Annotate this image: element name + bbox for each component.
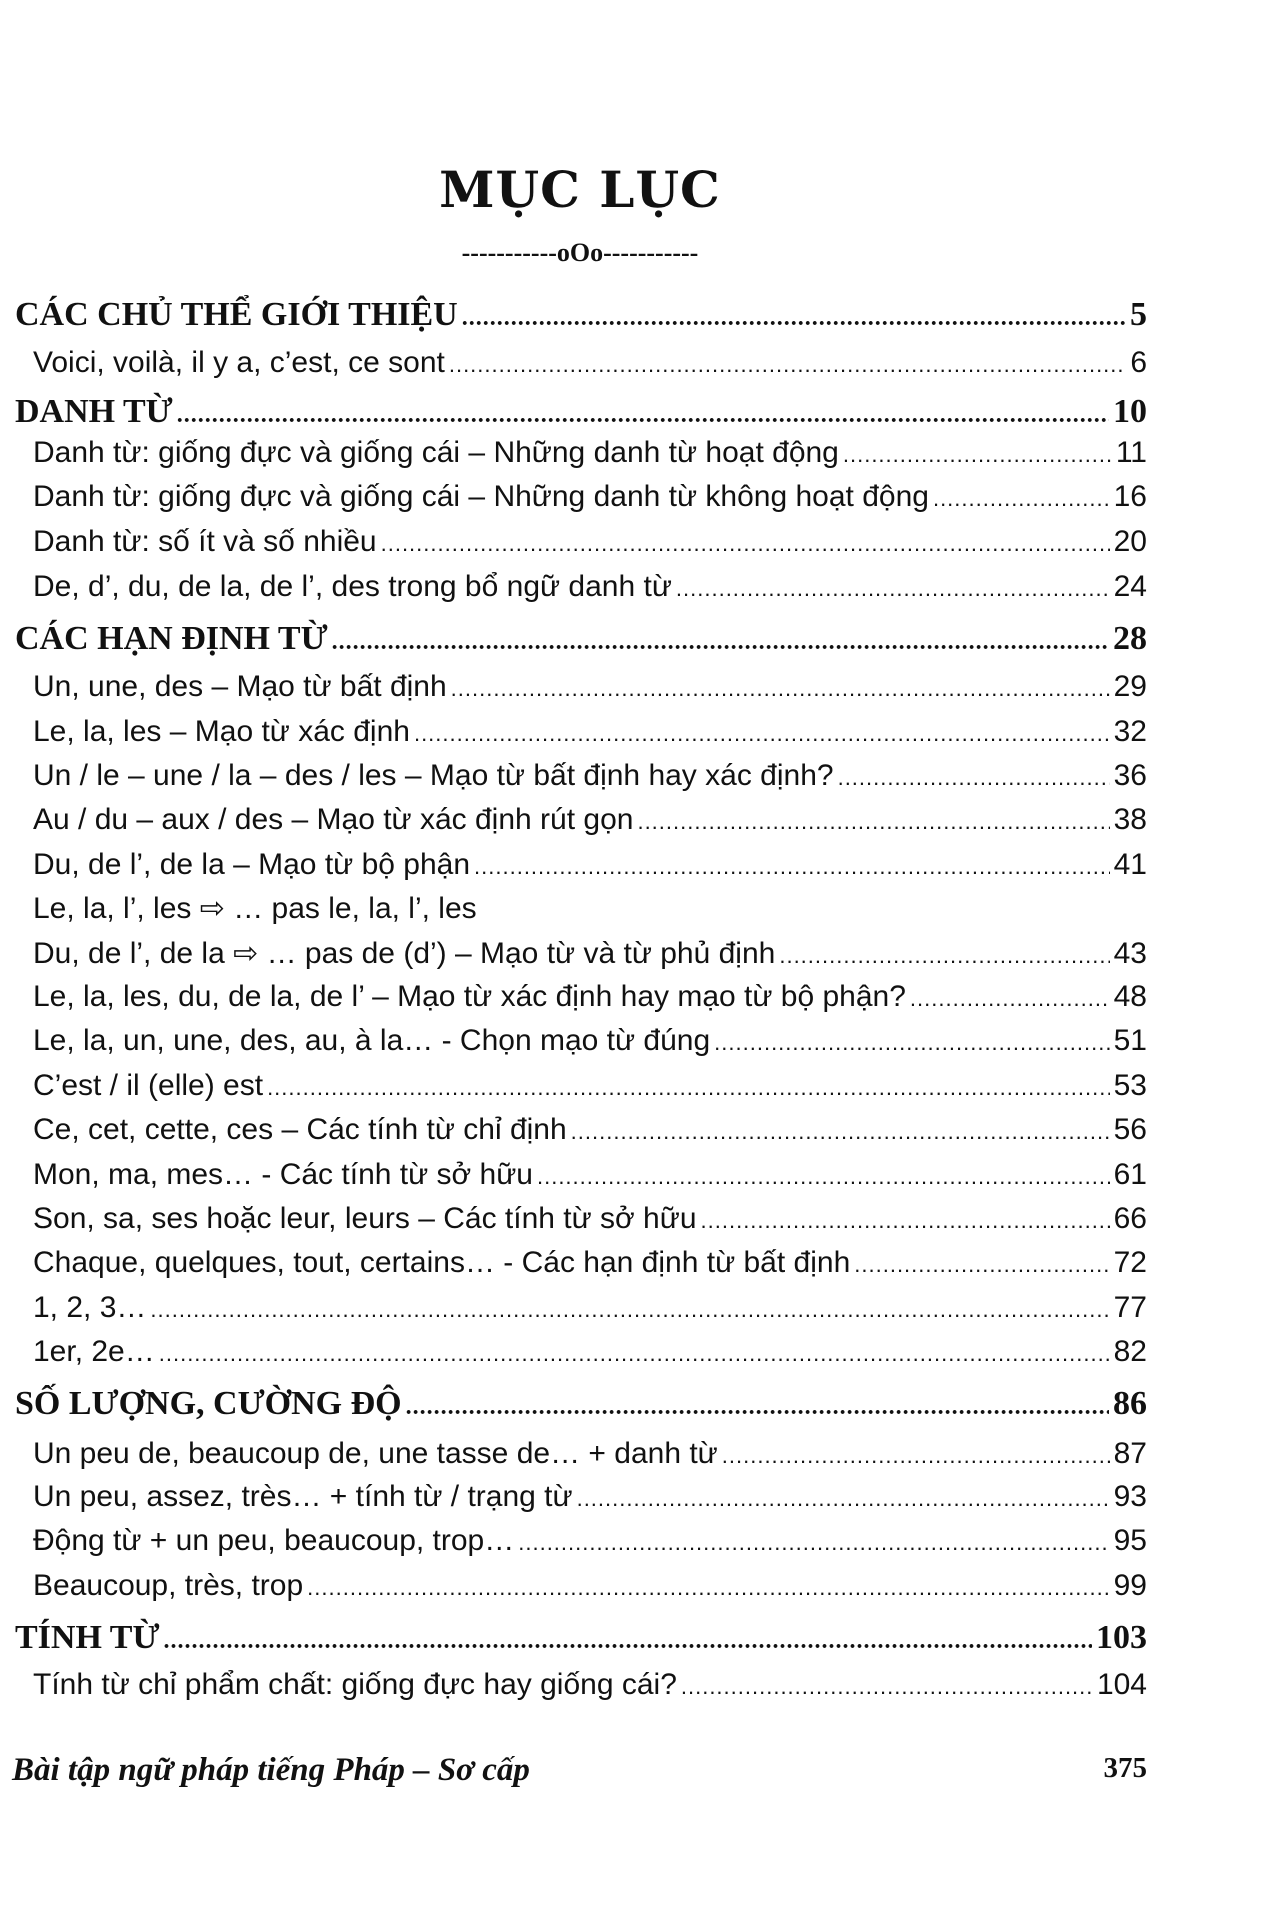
dot-leader (449, 352, 1126, 378)
toc-page-number: 61 (1113, 1158, 1147, 1191)
toc-page-number: 5 (1130, 296, 1147, 333)
dot-leader (451, 676, 1110, 702)
toc-page-number: 51 (1113, 1024, 1147, 1057)
toc-entry-title: Un peu, assez, très… + tính từ / trạng từ (33, 1480, 573, 1513)
dot-leader (577, 1486, 1110, 1512)
toc-section-heading (15, 1385, 1147, 1423)
dot-leader (681, 1674, 1093, 1700)
dot-leader (474, 854, 1110, 880)
toc-page-number: 43 (1113, 937, 1147, 970)
toc-entry-title: Mon, ma, mes… - Các tính từ sở hữu (33, 1158, 533, 1191)
toc-entry-title: Le, la, l’, les ⇨ … pas le, la, l’, les (33, 892, 477, 925)
toc-entry (33, 1158, 1147, 1192)
toc-entry-title: Son, sa, ses hoặc leur, leurs – Các tính từ sở hữu (33, 1202, 697, 1235)
toc-entry-title: Du, de l’, de la – Mạo từ bộ phận (33, 848, 471, 881)
toc-page-number: 32 (1113, 715, 1147, 748)
toc-entry-title: Chaque, quelques, tout, certains… - Các hạn định từ bất định (33, 1246, 851, 1279)
dot-leader (779, 943, 1109, 969)
dot-leader (414, 721, 1110, 747)
toc-entry (33, 891, 1147, 926)
toc-entry (33, 1024, 1147, 1058)
toc-page-number: 104 (1096, 1668, 1147, 1701)
toc-entry (33, 1335, 1147, 1369)
toc-entry (33, 715, 1147, 749)
toc-entry-title: Le, la, les, du, de la, de l’ – Mạo từ xác định hay mạo từ bộ phận? (33, 980, 906, 1013)
toc-entry (33, 1291, 1147, 1325)
toc-entry (33, 670, 1147, 704)
toc-section-heading (15, 1619, 1147, 1657)
dot-leader (164, 1628, 1092, 1655)
toc-page-number: 16 (1113, 480, 1147, 513)
toc-page-number: 36 (1113, 759, 1147, 792)
toc-page-number: 38 (1113, 803, 1147, 836)
dot-leader (843, 442, 1112, 468)
dot-leader (406, 1394, 1109, 1421)
toc-page-number: 56 (1113, 1113, 1147, 1146)
toc-entry-title: Ce, cet, cette, ces – Các tính từ chỉ định (33, 1113, 567, 1146)
toc-entry (33, 1437, 1147, 1471)
toc-page-number: 87 (1113, 1437, 1147, 1470)
toc-page-number: 77 (1113, 1291, 1147, 1324)
toc-entry (33, 480, 1147, 514)
toc-entry-title: CÁC HẠN ĐỊNH TỪ (15, 620, 328, 657)
toc-entry-title: Voici, voilà, il y a, c’est, ce sont (33, 346, 445, 379)
toc-entry-title: Danh từ: giống đực và giống cái – Những danh từ hoạt động (33, 436, 839, 469)
dot-leader (933, 486, 1110, 512)
dot-leader (537, 1164, 1110, 1190)
toc-page-number: 103 (1096, 1619, 1147, 1656)
title-ornament: -----------oOo----------- (461, 238, 699, 267)
toc-entry-title: 1, 2, 3… (33, 1291, 147, 1324)
toc-entry-title: Du, de l’, de la ⇨ … pas de (d’) – Mạo từ và từ phủ định (33, 937, 776, 970)
toc-entry (33, 980, 1147, 1014)
toc-page-number: 10 (1113, 393, 1147, 430)
dot-leader (462, 305, 1126, 332)
toc-entry-title: TÍNH TỪ (15, 1619, 160, 1656)
toc-entry (33, 759, 1147, 793)
toc-entry-title: Danh từ: giống đực và giống cái – Những danh từ không hoạt động (33, 480, 929, 513)
toc-entry (33, 525, 1147, 559)
dot-leader (701, 1208, 1110, 1234)
toc-entry (33, 436, 1147, 470)
toc-entry (33, 1246, 1147, 1280)
toc-entry (33, 936, 1147, 971)
toc-entry-title: Le, la, les – Mạo từ xác định (33, 715, 410, 748)
toc-entry-title: 1er, 2e… (33, 1335, 155, 1368)
toc-section-heading (15, 620, 1147, 658)
footer-book-title: Bài tập ngữ pháp tiếng Pháp – Sơ cấp (12, 1752, 530, 1788)
dot-leader (571, 1119, 1110, 1145)
toc-page-number: 28 (1113, 620, 1147, 657)
dot-leader (910, 986, 1110, 1012)
toc-entry-title: De, d’, du, de la, de l’, des trong bổ ngữ danh từ (33, 570, 672, 603)
toc-entry (33, 1202, 1147, 1236)
toc-entry-title: Au / du – aux / des – Mạo từ xác định rút gọn (33, 803, 634, 836)
toc-entry (33, 1069, 1147, 1103)
toc-entry (33, 1668, 1147, 1702)
toc-entry-title: Danh từ: số ít và số nhiều (33, 525, 377, 558)
toc-entry-title: Tính từ chỉ phẩm chất: giống đực hay giống cái? (33, 1668, 677, 1701)
toc-entry-title: CÁC CHỦ THỂ GIỚI THIỆU (15, 296, 458, 333)
toc-page-number: 41 (1113, 848, 1147, 881)
page-footer (12, 1752, 1147, 1789)
dot-leader (307, 1575, 1109, 1601)
toc-page-number: 48 (1113, 980, 1147, 1013)
toc-page-number: 66 (1113, 1202, 1147, 1235)
toc-page-number: 11 (1115, 436, 1147, 469)
toc-entry-title: Un / le – une / la – des / les – Mạo từ bất định hay xác định? (33, 759, 834, 792)
toc-entry-title: Beaucoup, très, trop (33, 1569, 304, 1602)
toc-page-number: 24 (1113, 570, 1147, 603)
toc-section-heading (15, 393, 1147, 431)
dot-leader (676, 576, 1110, 602)
toc-page-number: 6 (1130, 346, 1147, 379)
toc-page-number: 20 (1113, 525, 1147, 558)
toc-page-number: 99 (1113, 1569, 1147, 1602)
toc-entry (33, 1569, 1147, 1603)
toc-entry (33, 570, 1147, 604)
toc-page-number: 95 (1113, 1524, 1147, 1557)
dot-leader (332, 629, 1109, 656)
footer-page-number: 375 (1103, 1752, 1147, 1784)
page-title: MỤC LỤC (439, 160, 721, 219)
dot-leader (722, 1443, 1110, 1469)
dot-leader (150, 1297, 1109, 1323)
toc-entry (33, 1524, 1147, 1558)
toc-page-number: 93 (1113, 1480, 1147, 1513)
toc-page-number: 82 (1113, 1335, 1147, 1368)
toc-entry (33, 1113, 1147, 1147)
toc-page-number: 53 (1113, 1069, 1147, 1102)
toc-entry (33, 346, 1147, 380)
toc-entry-title: Un, une, des – Mạo từ bất định (33, 670, 447, 703)
toc-page-number: 86 (1113, 1385, 1147, 1422)
dot-leader (637, 809, 1109, 835)
toc-page-number: 72 (1113, 1246, 1147, 1279)
toc-entry-title: Động từ + un peu, beaucoup, trop… (33, 1524, 515, 1557)
toc-entry-title: SỐ LƯỢNG, CƯỜNG ĐỘ (15, 1385, 402, 1422)
toc-entry (33, 848, 1147, 882)
toc-entry (33, 1480, 1147, 1514)
toc-entry-title: C’est / il (elle) est (33, 1069, 264, 1102)
toc-page-number: 29 (1113, 670, 1147, 703)
dot-leader (381, 531, 1110, 557)
dot-leader (714, 1030, 1109, 1056)
dot-leader (267, 1075, 1110, 1101)
toc-section-heading (15, 296, 1147, 334)
dot-leader (838, 765, 1110, 791)
toc-entry-title: Le, la, un, une, des, au, à la… - Chọn mạo từ đúng (33, 1024, 711, 1057)
dot-leader (854, 1252, 1109, 1278)
dot-leader (177, 402, 1109, 429)
dot-leader (518, 1530, 1109, 1556)
dot-leader (159, 1341, 1110, 1367)
toc-entry (33, 803, 1147, 837)
toc-entry-title: DANH TỪ (15, 393, 173, 430)
toc-entry-title: Un peu de, beaucoup de, une tasse de… + danh từ (33, 1437, 718, 1470)
